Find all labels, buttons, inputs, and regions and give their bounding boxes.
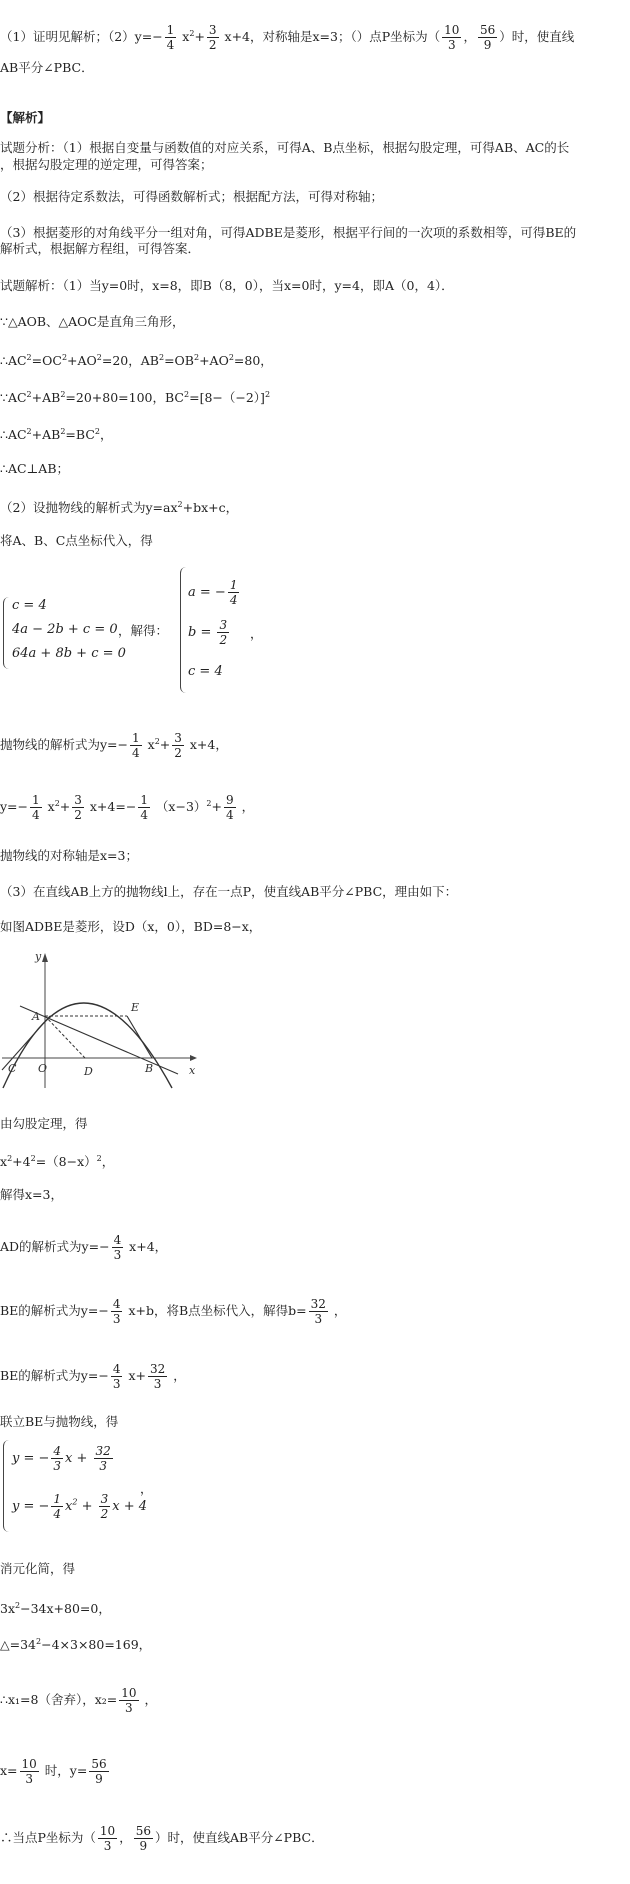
equation: 4a − 2b + c = 0 [12,622,118,637]
text: x [43,799,55,814]
axis-label-x: x [189,1064,196,1077]
exponent: 2 [60,427,66,436]
text: ，解得： [118,623,169,638]
exponent: 2 [72,1497,78,1507]
text: +AB [31,427,61,443]
fraction [30,793,42,822]
text: ， [101,1154,115,1170]
numerator: 1 [132,731,140,745]
analysis-1-cont: ，根据勾股定理的逆定理，可得答案； [0,157,213,172]
analysis-3-cont: 解析式，根据解方程组，可得答案． [0,241,201,256]
denominator: 3 [314,1312,323,1326]
fraction [148,1362,167,1391]
text: ， [463,29,476,44]
left-brace [3,1440,11,1532]
denominator: 2 [208,38,217,52]
exponent: 2 [30,1154,36,1163]
numerator: 56 [479,23,496,37]
denominator: 9 [139,1839,148,1853]
equation [12,1444,115,1473]
numerator: 4 [112,1297,121,1311]
line-EB [127,1016,152,1058]
text: x [65,1499,73,1514]
numerator: 1 [140,793,148,807]
text: =OB [164,353,194,369]
exponent: 2 [60,390,66,399]
numerator: 1 [53,1492,62,1506]
axis-label-y: y [35,950,42,963]
solution-11: 抛物线的对称轴是x=3； [0,848,138,863]
fraction [112,1233,124,1262]
solution-12: （3）在直线AB上方的抛物线l上，存在一点P，使直线AB平分∠PBC，理由如下： [0,884,458,899]
exponent: 2 [15,1601,21,1610]
text: （x−3） [151,799,207,814]
text: ， [329,1303,347,1318]
text: 时，y= [40,1763,88,1778]
equation [188,578,241,607]
text: ， [99,427,113,443]
exponent: 2 [193,353,200,362]
text: x+4， [125,1239,168,1254]
text: =（8−x） [35,1154,97,1170]
text: x+ [124,1368,146,1383]
denominator: 4 [225,808,234,822]
parabola-figure [0,948,200,1090]
denominator: 4 [229,593,238,607]
denominator: 2 [219,633,228,647]
solution-25 [0,1757,111,1786]
exponent: 2 [7,1154,13,1163]
text: =20+80=100，BC [65,390,184,406]
fraction [130,731,142,760]
fraction [138,793,150,822]
text: x+4，对称轴是x=3；（）点P坐标为（ [220,29,441,44]
fraction [20,1757,39,1786]
solution-13: 如图ADBE是菱形，设D（x，0），BD=8−x， [0,919,262,934]
text: ， [140,1481,153,1496]
fraction [172,731,184,760]
fraction [98,1824,117,1853]
text: a = − [188,585,226,600]
text: x+4=− [85,799,137,814]
exponent: 2 [26,427,32,436]
numerator: 3 [174,731,182,745]
numerator: 56 [91,1757,107,1771]
denominator: 9 [95,1772,103,1786]
denominator: 2 [74,808,82,822]
text: ∴AC [0,427,27,443]
denominator: 4 [140,808,148,822]
left-brace [3,597,11,669]
numerator: 3 [100,1492,109,1506]
solution-2: ∵△AOB、△AOC是直角三角形， [0,314,185,329]
exponent: 2 [189,28,195,38]
solution-9 [0,731,228,760]
text: ， [237,799,255,814]
exponent: 2 [154,736,160,746]
solution-26 [0,1824,324,1853]
text: 3x [0,1601,16,1617]
exponent: 2 [94,427,100,436]
text: + [159,737,171,752]
denominator: 4 [132,746,140,760]
solution-6: ∴AC⊥AB； [0,461,70,476]
text: （1）证明见解析；（2）y=− [0,29,163,44]
text: 抛物线的解析式为y=− [0,737,129,752]
denominator: 4 [53,1507,62,1521]
text: =BC [65,427,95,443]
text: +bx+c， [182,500,239,516]
fraction [309,1297,328,1326]
denominator: 4 [166,38,175,52]
numerator: 4 [112,1362,121,1376]
fraction [442,23,461,52]
numerator: 10 [21,1757,37,1771]
solution-10 [0,793,254,822]
text: +AO [199,353,229,369]
fraction [207,23,219,52]
text: x [0,1154,8,1170]
text: b = [188,625,216,640]
numerator: 32 [95,1444,111,1458]
text: ∴x₁=8（舍弃），x₂= [0,1692,118,1707]
text: =[8−（−2）] [189,390,265,406]
exponent: 2 [26,353,32,362]
text: y = − [12,1451,50,1466]
solution-1: 试题解析：（1）当y=0时，x=8，即B（8，0），当x=0时，y=4，即A（0，4）． [0,278,454,293]
solution-20: 联立BE与抛物线，得 [0,1414,119,1429]
denominator: 3 [112,1312,121,1326]
denominator: 2 [100,1507,109,1521]
numerator: 9 [225,793,234,807]
text: + [77,1499,97,1514]
solution-22 [0,1597,111,1617]
answer-line-2: AB平分∠PBC． [0,60,94,75]
numerator: 1 [32,793,40,807]
section-heading: 【解析】 [0,110,51,125]
solution-23 [0,1633,151,1653]
text: △=34 [0,1637,36,1653]
text: BE的解析式为y=− [0,1303,109,1318]
exponent: 2 [54,798,60,808]
numerator: 10 [444,23,460,37]
answer-line-1 [0,23,574,52]
numerator: 1 [229,578,238,592]
exponent: 2 [26,390,32,399]
numerator: 56 [135,1824,151,1838]
denominator: 3 [53,1459,62,1473]
equation: 64a + 8b + c = 0 [12,646,126,661]
fraction [165,23,177,52]
line-AD [45,1016,85,1058]
analysis-3: （3）根据菱形的对角线平分一组对角，可得ADBE是菱形，根据平行间的一次项的系数相等，可得BE的 [0,225,577,240]
solution-7 [0,496,238,516]
solution-5 [0,423,113,443]
text: ）时，使直线 [499,29,575,44]
fraction [228,578,240,607]
analysis-2: （2）根据待定系数法，可得函数解析式；根据配方法，可得对称轴； [0,189,383,204]
solution-8: 将A、B、C点坐标代入，得 [0,533,153,548]
text: −4×3×80=169， [41,1637,152,1653]
text: x + 4 [112,1499,148,1514]
text: y = − [12,1499,50,1514]
exponent: 2 [96,353,102,362]
denominator: 4 [32,808,40,822]
text: ∴AC [0,353,27,369]
fraction [111,1362,123,1391]
fraction [99,1492,111,1521]
text: + [59,799,71,814]
solution-15 [0,1150,114,1170]
text: + [194,29,205,44]
text: +4 [12,1154,31,1170]
text: AD的解析式为y=− [0,1239,110,1254]
text: ， [119,1830,132,1845]
exponent: 2 [158,353,165,362]
denominator: 3 [447,38,456,52]
numerator: 3 [208,23,217,37]
exponent: 2 [184,390,190,399]
solution-3 [0,349,273,369]
denominator: 9 [483,38,492,52]
fraction [111,1297,123,1326]
point-label-D: D [84,1065,93,1078]
solution-24 [0,1686,157,1715]
fraction [134,1824,153,1853]
solution-14: 由勾股定理，得 [0,1116,88,1131]
text: x [143,737,155,752]
exponent: 2 [61,353,68,362]
text: x+b，将B点坐标代入，解得b= [124,1303,307,1318]
text: ， [250,626,263,641]
text: BE的解析式为y=− [0,1368,109,1383]
text: ， [140,1692,157,1707]
numerator: 10 [99,1824,116,1838]
fraction [72,793,84,822]
text: x= [0,1763,18,1778]
text: ∴当点P坐标为（ [0,1830,96,1845]
numerator: 1 [166,23,175,37]
point-label-B: B [145,1062,154,1075]
exponent: 2 [36,1637,42,1646]
numerator: 3 [74,793,82,807]
solution-21: 消元化简，得 [0,1561,76,1576]
numerator: 4 [53,1444,62,1458]
text: x + [65,1451,92,1466]
denominator: 3 [112,1377,121,1391]
denominator: 3 [25,1772,33,1786]
solution-19 [0,1362,186,1391]
exponent: 2 [206,798,212,808]
exponent: 2 [228,353,234,362]
x-axis-arrow [190,1055,197,1061]
point-label-E: E [131,1001,140,1014]
equation [12,1492,147,1521]
denominator: 3 [125,1701,133,1715]
solution-16: 解得x=3， [0,1187,63,1202]
exponent: 2 [177,500,183,509]
fraction [217,618,229,647]
text: =OC [31,353,62,369]
solution-17 [0,1233,167,1262]
denominator: 3 [153,1377,162,1391]
fraction [224,793,236,822]
text: −34x+80=0， [20,1601,111,1617]
denominator: 3 [99,1459,107,1473]
text: x [178,29,190,44]
text: +AB [31,390,61,406]
numerator: 32 [149,1362,166,1376]
exponent: 2 [264,390,271,399]
text: ∵AC [0,390,27,406]
point-label-O: O [38,1062,48,1075]
equation: c = 4 [188,664,223,679]
text: x+4， [185,737,228,752]
text: ， [169,1368,186,1383]
analysis-1: 试题分析：（1）根据自变量与函数值的对应关系，可得A、B点坐标，根据勾股定理，可得AB、AC的长 [0,140,570,155]
text: ）时，使直线AB平分∠PBC． [155,1830,324,1845]
text: +AO [67,353,97,369]
fraction [94,1444,113,1473]
equation: c = 4 [12,598,47,613]
fraction [89,1757,108,1786]
fraction [51,1444,63,1473]
solution-4 [0,386,270,406]
y-axis-arrow [42,953,48,962]
solution-18 [0,1297,346,1326]
exponent: 2 [96,1154,102,1163]
text: + [211,799,222,814]
fraction [119,1686,138,1715]
text: （2）设抛物线的解析式为y=ax [0,500,178,516]
numerator: 32 [310,1297,326,1311]
text: =80， [233,353,273,369]
denominator: 3 [103,1839,112,1853]
text: =20，AB [101,353,159,369]
fraction [51,1492,63,1521]
point-label-A: A [32,1010,40,1023]
numerator: 10 [121,1686,137,1700]
denominator: 2 [174,746,182,760]
fraction [478,23,497,52]
point-label-C: C [8,1062,17,1075]
numerator: 3 [219,618,228,632]
numerator: 4 [113,1233,122,1247]
text: y=− [0,799,29,814]
denominator: 3 [113,1248,122,1262]
left-brace [180,567,188,693]
equation [188,618,231,647]
